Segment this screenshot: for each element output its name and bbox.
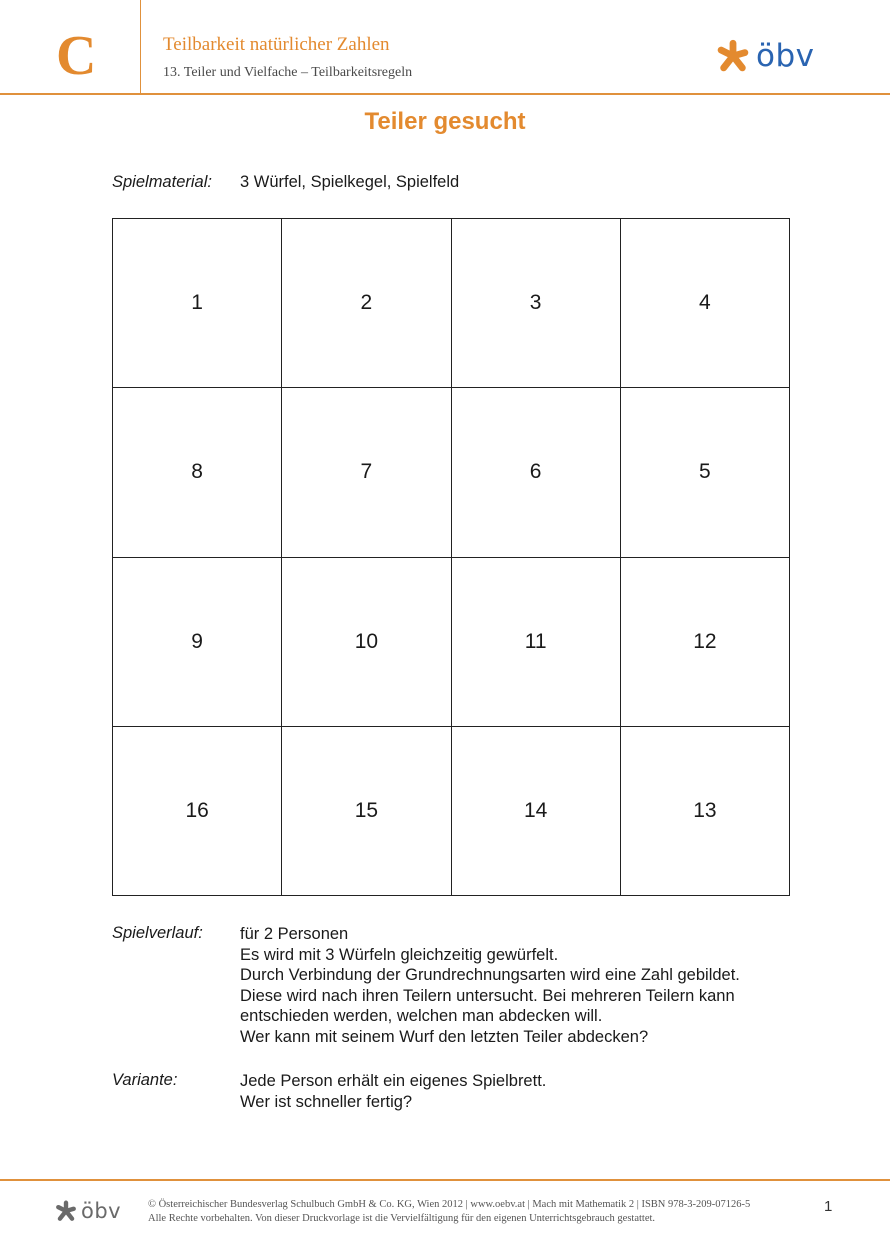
header-divider-horizontal bbox=[0, 93, 890, 95]
board-cell: 4 bbox=[621, 219, 790, 388]
material-label: Spielmaterial: bbox=[112, 173, 212, 191]
material-value: 3 Würfel, Spielkegel, Spielfeld bbox=[240, 173, 460, 191]
board-cell: 7 bbox=[282, 388, 451, 557]
board-cell: 10 bbox=[282, 558, 451, 727]
footer-logo bbox=[55, 1199, 121, 1223]
copyright-line: © Österreichischer Bundesverlag Schulbuch GmbH & Co. KG, Wien 2012 | www.oebv.at | Mach mit Mathematik 2 | ISBN 978-3-209-07126-5 bbox=[148, 1199, 751, 1210]
board-cell: 1 bbox=[113, 219, 282, 388]
spielverlauf-line: für 2 Personen bbox=[240, 925, 349, 943]
header-divider-vertical bbox=[140, 0, 141, 94]
variante-label: Variante: bbox=[112, 1071, 178, 1089]
board-cell: 2 bbox=[282, 219, 451, 388]
board-cell: 9 bbox=[113, 558, 282, 727]
page-title: Teiler gesucht bbox=[364, 108, 526, 135]
page-number: 1 bbox=[824, 1198, 833, 1215]
board-cell: 16 bbox=[113, 727, 282, 896]
copyright-line: Alle Rechte vorbehalten. Von dieser Druckvorlage ist die Vervielfältigung für den eigenen Unterrichtsgebrauch gestattet. bbox=[148, 1212, 656, 1224]
game-board bbox=[112, 218, 790, 896]
footer-divider bbox=[0, 1179, 890, 1181]
board-cell: 6 bbox=[452, 388, 621, 557]
spielverlauf-line: Diese wird nach ihren Teilern untersucht. Bei mehreren Teilern kann bbox=[240, 986, 735, 1005]
board-cell: 5 bbox=[621, 388, 790, 557]
spielverlauf-line: Durch Verbindung der Grundrechnungsarten wird eine Zahl gebildet. bbox=[240, 966, 740, 985]
spielverlauf-line: Es wird mit 3 Würfeln gleichzeitig gewürfelt. bbox=[240, 945, 559, 964]
variante-line: Jede Person erhält ein eigenes Spielbrett. bbox=[240, 1072, 547, 1090]
asterisk-logo-icon bbox=[716, 39, 750, 73]
spielverlauf-line: Wer kann mit seinem Wurf den letzten Teiler abdecken? bbox=[240, 1027, 649, 1046]
board-cell: 15 bbox=[282, 727, 451, 896]
publisher-logo-text: öbv bbox=[756, 38, 815, 74]
asterisk-logo-icon bbox=[55, 1200, 77, 1222]
chapter-letter: C bbox=[56, 25, 97, 87]
copyright-notice bbox=[148, 1198, 750, 1225]
board-cell: 11 bbox=[452, 558, 621, 727]
chapter-title: Teilbarkeit natürlicher Zahlen bbox=[163, 34, 390, 55]
spielverlauf-text bbox=[240, 924, 740, 1048]
publisher-logo bbox=[716, 36, 815, 76]
board-cell: 13 bbox=[621, 727, 790, 896]
board-cell: 12 bbox=[621, 558, 790, 727]
chapter-subtitle: 13. Teiler und Vielfache – Teilbarkeitsregeln bbox=[163, 65, 413, 80]
board-cell: 3 bbox=[452, 219, 621, 388]
footer-logo-text: öbv bbox=[81, 1199, 122, 1223]
spielverlauf-label: Spielverlauf: bbox=[112, 924, 203, 942]
variante-line: Wer ist schneller fertig? bbox=[240, 1092, 413, 1111]
board-cell: 8 bbox=[113, 388, 282, 557]
spielverlauf-line: entschieden werden, welchen man abdecken will. bbox=[240, 1007, 603, 1026]
board-cell: 14 bbox=[452, 727, 621, 896]
variante-text bbox=[240, 1071, 546, 1112]
